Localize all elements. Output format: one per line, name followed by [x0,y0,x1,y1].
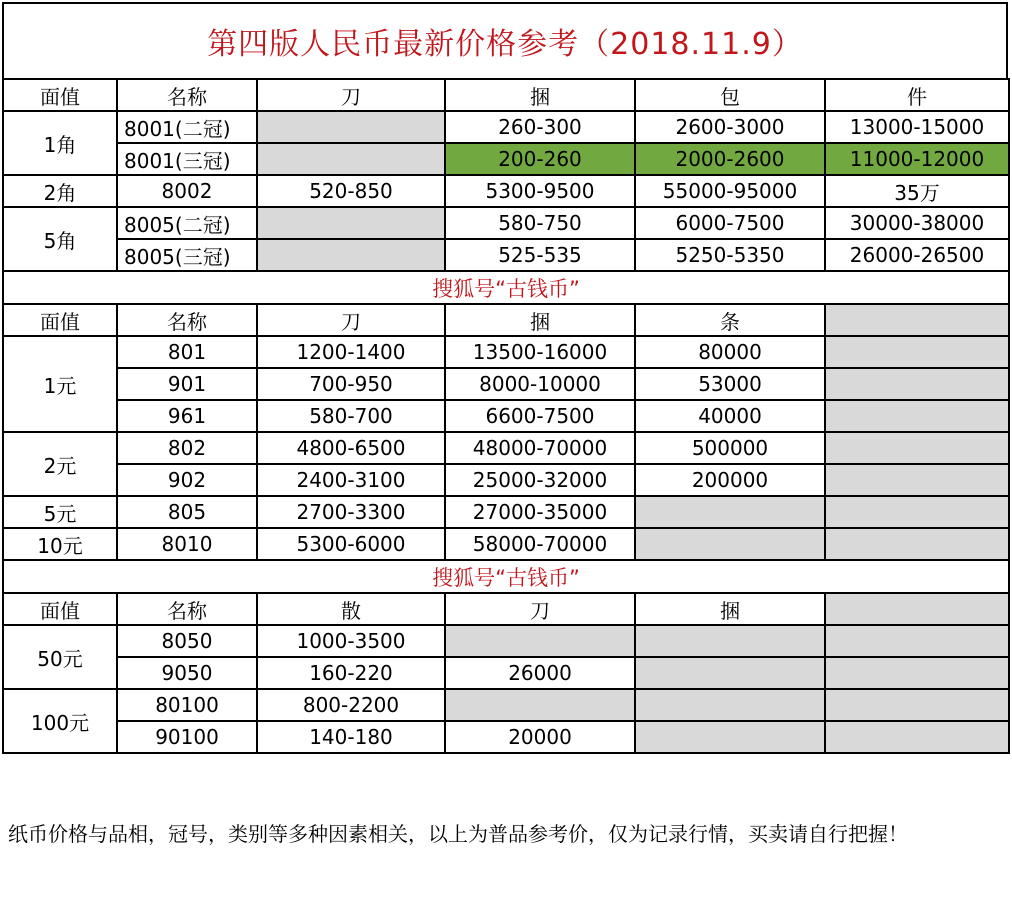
table-row [3,111,1009,143]
section1-header-row [3,79,1009,111]
empty-cell [825,400,1009,432]
jian-cell-highlighted: 11000-12000 [825,143,1009,175]
header-denomination: 面值 [3,79,117,111]
empty-cell [825,689,1009,721]
table-row [3,368,1009,400]
empty-cell [635,657,825,689]
kun-cell: 260-300 [445,111,635,143]
name-cell: 8002 [117,175,257,207]
table-row [3,175,1009,207]
dao-cell: 4800-6500 [257,432,445,464]
table-row [3,721,1009,753]
name-cell: 8001(三冠) [117,143,257,175]
footnote: 纸币价格与品相，冠号，类别等多种因素相关，以上为普品参考价，仅为记录行情，买卖请自行把握！ [8,822,908,846]
denomination-cell: 10元 [3,528,117,560]
name-cell: 961 [117,400,257,432]
table-row [3,400,1009,432]
table-row [3,143,1009,175]
kun-cell: 27000-35000 [445,496,635,528]
page-title: 第四版人民币最新价格参考（2018.11.9） [2,2,1008,78]
price-sheet [2,2,1008,754]
denomination-cell: 5角 [3,207,117,271]
name-cell: 902 [117,464,257,496]
table-row [3,239,1009,271]
header-tiao: 条 [635,304,825,336]
separator-row [3,560,1009,593]
header-kun: 捆 [445,304,635,336]
name-cell: 8001(二冠) [117,111,257,143]
name-cell: 8005(三冠) [117,239,257,271]
table-row [3,432,1009,464]
kun-cell-highlighted: 200-260 [445,143,635,175]
empty-cell [825,368,1009,400]
header-kun: 捆 [635,593,825,625]
kun-cell: 525-535 [445,239,635,271]
jian-cell: 13000-15000 [825,111,1009,143]
empty-cell [825,496,1009,528]
san-cell: 800-2200 [257,689,445,721]
header-kun: 捆 [445,79,635,111]
name-cell: 9050 [117,657,257,689]
kun-cell: 58000-70000 [445,528,635,560]
bao-cell: 55000-95000 [635,175,825,207]
name-cell: 805 [117,496,257,528]
empty-cell [257,111,445,143]
header-bao: 包 [635,79,825,111]
kun-cell: 48000-70000 [445,432,635,464]
table-row [3,657,1009,689]
dao-cell: 26000 [445,657,635,689]
table-row [3,207,1009,239]
dao-cell: 2400-3100 [257,464,445,496]
table-row [3,528,1009,560]
san-cell: 1000-3500 [257,625,445,657]
san-cell: 160-220 [257,657,445,689]
empty-cell [825,593,1009,625]
kun-cell: 5300-9500 [445,175,635,207]
header-denomination: 面值 [3,304,117,336]
header-denomination: 面值 [3,593,117,625]
empty-cell [445,625,635,657]
dao-cell: 2700-3300 [257,496,445,528]
name-cell: 801 [117,336,257,368]
dao-cell: 20000 [445,721,635,753]
table-row [3,496,1009,528]
san-cell: 140-180 [257,721,445,753]
empty-cell [257,239,445,271]
separator-text: 搜狐号“古钱币” [3,560,1009,593]
header-dao: 刀 [257,79,445,111]
name-cell: 8005(二冠) [117,207,257,239]
table-row [3,689,1009,721]
bao-cell: 5250-5350 [635,239,825,271]
denomination-cell: 2元 [3,432,117,496]
denomination-cell: 1元 [3,336,117,432]
name-cell: 901 [117,368,257,400]
tiao-cell: 500000 [635,432,825,464]
empty-cell [445,689,635,721]
denomination-cell: 100元 [3,689,117,753]
header-san: 散 [257,593,445,625]
bao-cell-highlighted: 2000-2600 [635,143,825,175]
header-dao: 刀 [445,593,635,625]
bao-cell: 2600-3000 [635,111,825,143]
dao-cell: 5300-6000 [257,528,445,560]
denomination-cell: 2角 [3,175,117,207]
name-cell: 8010 [117,528,257,560]
dao-cell: 1200-1400 [257,336,445,368]
separator-row [3,271,1009,304]
denomination-cell: 50元 [3,625,117,689]
dao-cell: 700-950 [257,368,445,400]
empty-cell [825,304,1009,336]
denomination-cell: 1角 [3,111,117,175]
empty-cell [635,496,825,528]
denomination-cell: 5元 [3,496,117,528]
kun-cell: 580-750 [445,207,635,239]
header-jian: 件 [825,79,1009,111]
empty-cell [825,625,1009,657]
dao-cell: 580-700 [257,400,445,432]
bao-cell: 6000-7500 [635,207,825,239]
header-dao: 刀 [257,304,445,336]
jian-cell: 26000-26500 [825,239,1009,271]
name-cell: 80100 [117,689,257,721]
section3-header-row [3,593,1009,625]
table-row [3,336,1009,368]
kun-cell: 25000-32000 [445,464,635,496]
empty-cell [257,143,445,175]
empty-cell [825,528,1009,560]
empty-cell [257,207,445,239]
kun-cell: 13500-16000 [445,336,635,368]
tiao-cell: 53000 [635,368,825,400]
empty-cell [635,689,825,721]
section2-header-row [3,304,1009,336]
name-cell: 8050 [117,625,257,657]
name-cell: 802 [117,432,257,464]
table-row [3,625,1009,657]
tiao-cell: 200000 [635,464,825,496]
empty-cell [825,464,1009,496]
separator-text: 搜狐号“古钱币” [3,271,1009,304]
table-row [3,464,1009,496]
jian-cell: 30000-38000 [825,207,1009,239]
price-table [2,78,1010,754]
empty-cell [825,657,1009,689]
name-cell: 90100 [117,721,257,753]
kun-cell: 6600-7500 [445,400,635,432]
dao-cell: 520-850 [257,175,445,207]
header-name: 名称 [117,593,257,625]
tiao-cell: 40000 [635,400,825,432]
empty-cell [825,336,1009,368]
tiao-cell: 80000 [635,336,825,368]
empty-cell [825,721,1009,753]
jian-cell: 35万 [825,175,1009,207]
kun-cell: 8000-10000 [445,368,635,400]
header-name: 名称 [117,304,257,336]
header-name: 名称 [117,79,257,111]
empty-cell [635,721,825,753]
empty-cell [825,432,1009,464]
empty-cell [635,625,825,657]
empty-cell [635,528,825,560]
